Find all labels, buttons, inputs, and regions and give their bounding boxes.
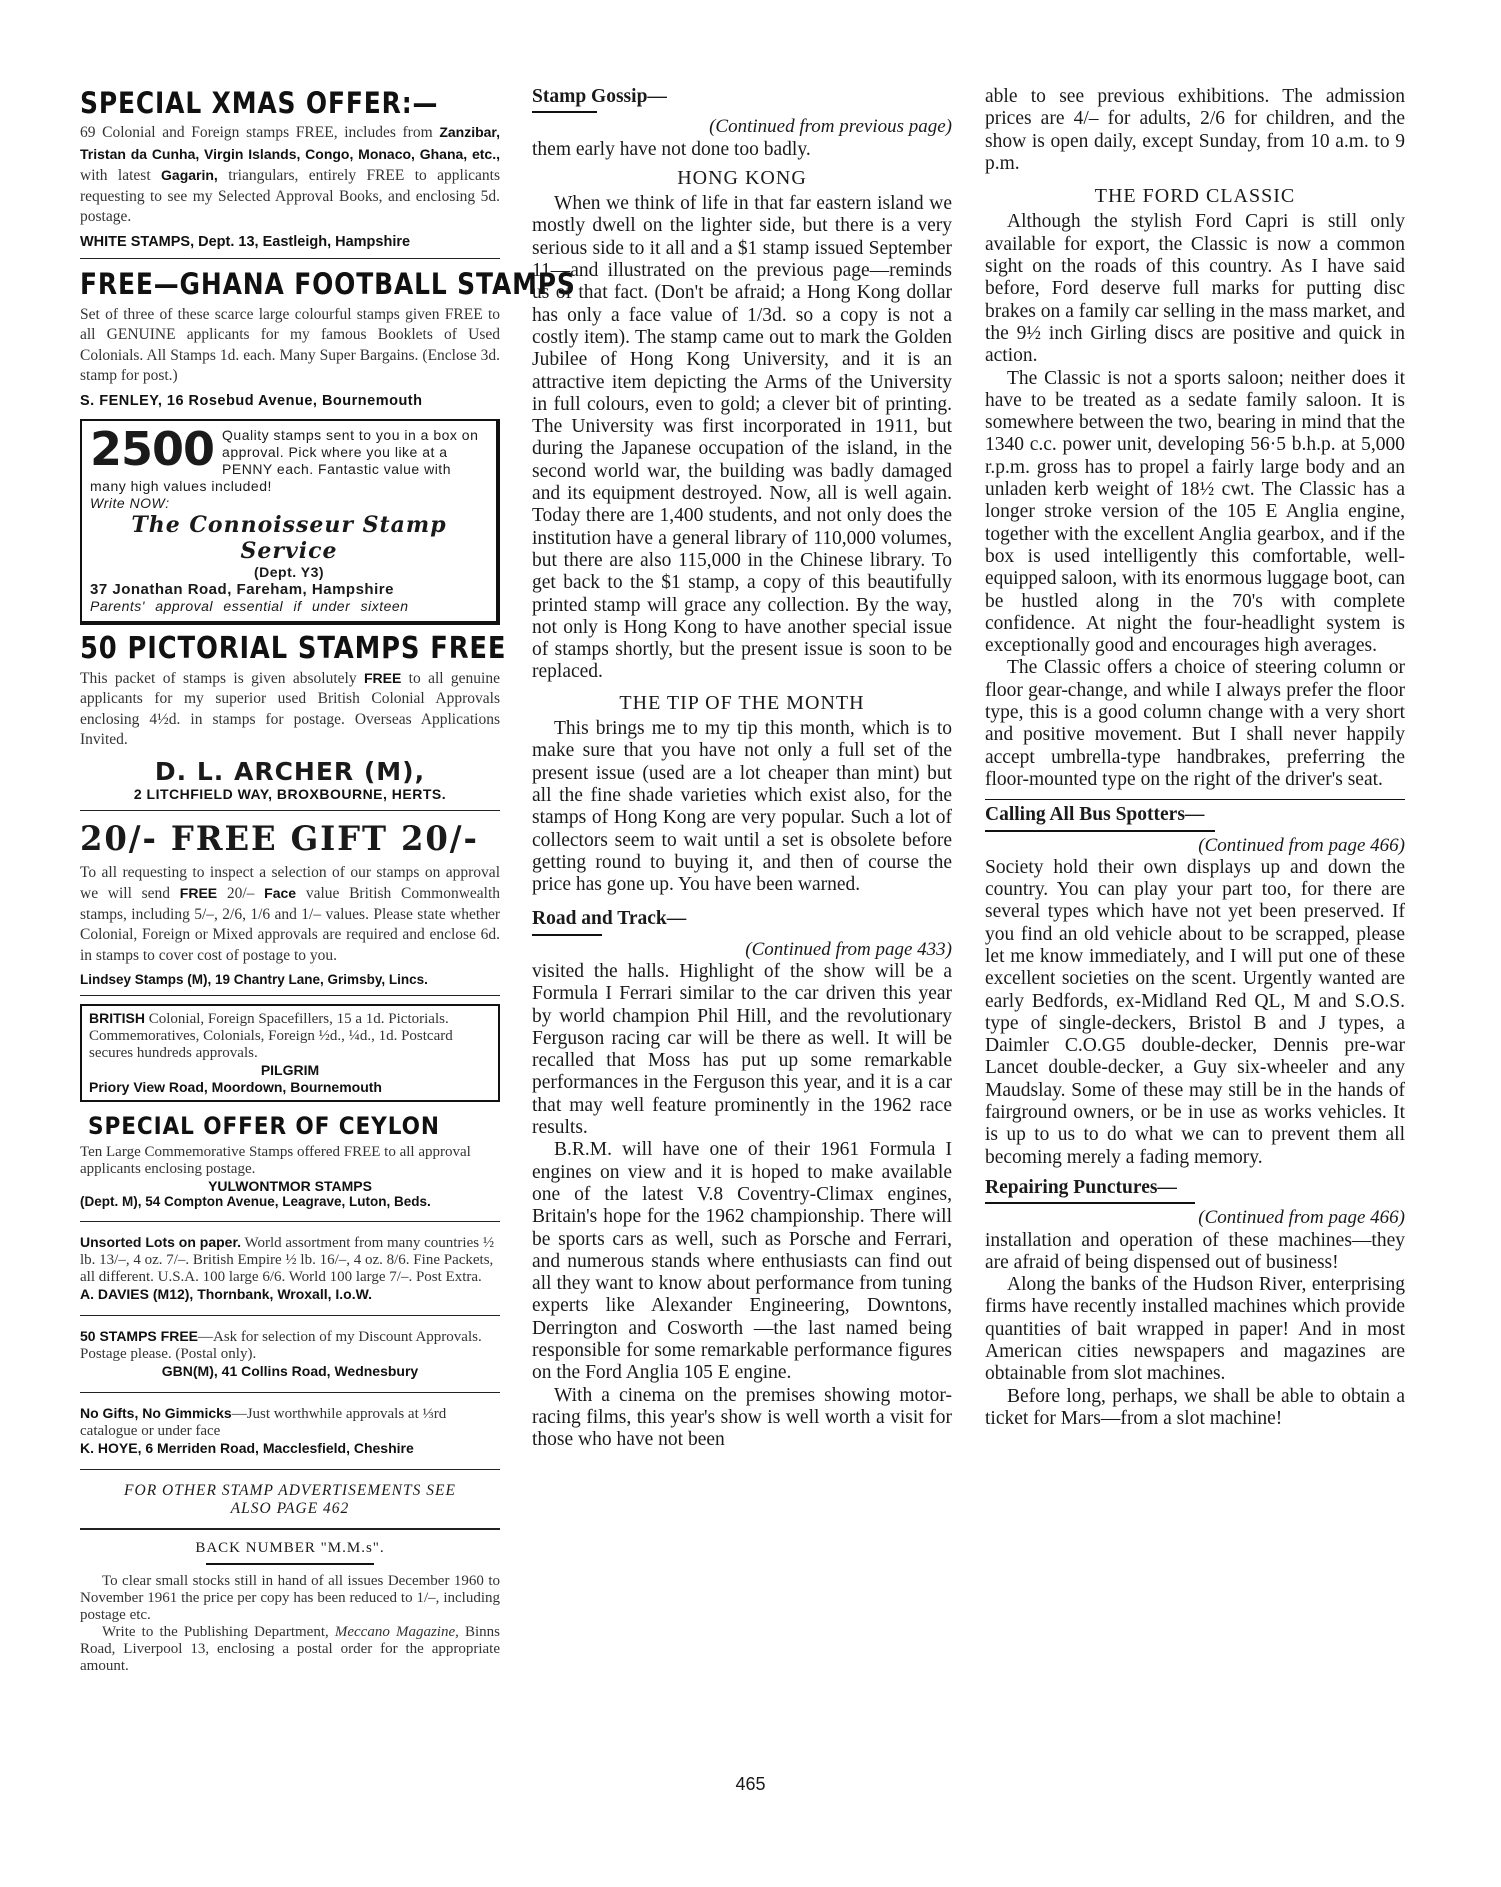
continued-note: (Continued from page 433) xyxy=(745,938,952,960)
paragraph: When we think of life in that far eastern island we mostly dwell on the lighter side, but there is a very serious side to it all and a $1 stamp issued September 11—and illustrated on the previous page—reminds us of that fact. (Don't be afraid; a Hong Kong dollar has only a face value of 1/3d. so a copy is not a costly item). The stamp came out to mark the Golden Jubilee of Hong Kong University, and it is an attractive item depicting the Arms of the University in full colours, even to gold; a clever bit of printing. The University was first incorporated in 1911, but during the Japanese occupation of the island, in the second world war, the building was badly damaged and its equipment destroyed. Now, all is well again. Today there are 1,400 students, and not only does the institution have a general library of 110,000 volumes, but there are also 115,000 in the Chinese library. To get back to the $1 stamp, a copy of this beautifully printed stamp will grace any collection. By the way, not only is Hong Kong to have another special issue of stamps shortly, but the present issue is soon to be replaced. xyxy=(532,193,952,683)
subheading: THE FORD CLASSIC xyxy=(1094,185,1296,208)
ad-number: 2500 xyxy=(90,421,215,476)
middle-column xyxy=(532,86,952,1452)
ad-address: (Dept. M), 54 Compton Avenue, Leagrave, Luton, Beds. xyxy=(80,1194,431,1209)
back-numbers-notice xyxy=(80,1540,500,1675)
ad-address: GBN(M), 41 Collins Road, Wednesbury xyxy=(161,1363,419,1379)
ad-address: 37 Jonathan Road, Fareham, Hampshire xyxy=(90,580,394,598)
section-heading: Repairing Punctures— xyxy=(985,1177,1195,1204)
ad-title: 50 PICTORIAL STAMPS FREE xyxy=(80,630,507,666)
page-number: 465 xyxy=(735,1774,766,1794)
ad-name: The Connoisseur Stamp Service xyxy=(131,511,447,564)
ad-title: FREE—GHANA FOOTBALL STAMPS xyxy=(80,266,576,301)
divider xyxy=(80,1469,500,1470)
ad-body: Ten Large Commemorative Stamps offered FREE to all approval applicants enclosing postage. xyxy=(80,1144,471,1177)
paragraph: The Classic offers a choice of steering column or floor gear-change, and while I always prefer the floor type, this is a good column change with a very short and positive movement. But I shall never happily accept umbrella-type handbrakes, preferring the floor-mounted type on the right of the driver's seat. xyxy=(985,657,1405,790)
ad-address: 2 LITCHFIELD WAY, BROXBOURNE, HERTS. xyxy=(133,785,447,802)
paragraph: Along the banks of the Hudson River, enterprising firms have recently installed machines which provide quantities of bait wrapped in paper! And in most American cities newspapers and magazines are obtainable from slot machines. xyxy=(985,1274,1405,1385)
divider xyxy=(80,1528,500,1530)
divider xyxy=(206,1563,374,1565)
paragraph: installation and operation of these machines—they are afraid of being dispensed out of business! xyxy=(985,1229,1405,1273)
xmas-offer-ad xyxy=(80,86,500,250)
connoisseur-ad xyxy=(80,419,500,625)
paragraph: Society hold their own displays up and down the country. You can play your part too, for there are several types which have not yet been preserved. If you find an old vehicle about to be scrapped, please let me know immediately, and I will put one of these excellent societies on the scent. Urgently wanted are early Bedfords, ex-Midland Red QL, M and S.O.S. type of single-deckers, Bristol B and J types, a Daimler C.O.G5 double-decker, Dennis pre-war Lancet double-decker, a Guy six-wheeler and any Maudslay. Some of these may still be in the hands of fairground owners, or be in use as works vehicles. It is up to us to do what we can to prevent them all becoming merely a fading memory. xyxy=(985,856,1405,1168)
paragraph: Although the stylish Ford Capri is still only available for export, the Classic is now a common sight on the roads of this country. As I have said before, Ford deserve full marks for putting disc brakes on a family car selling in the mass market, and the 9½ inch Girling discs are positive and quick in action. xyxy=(985,211,1405,367)
continued-note: (Continued from previous page) xyxy=(709,116,952,138)
pictorial-ad xyxy=(80,630,507,802)
paragraph: B.R.M. will have one of their 1961 Formula I engines on view and it is hoped to make available one of the latest V.8 Coventry-Climax engines, Britain's hope for the 1962 championship. There will be sports cars as well, such as Porsche and Ferrari, and numerous stands where enthusiasts can find out all they want to know about performance from tuning experts like Alexander Engineering, Downtons, Derrington and Cosworth —the last named being responsible for some remarkable performance figures on the Ford Anglia 105 E engine. xyxy=(532,1139,952,1384)
ad-body: Write NOW: xyxy=(90,494,170,511)
hoye-ad: No Gifts, No Gimmicks—Just worthwhile approvals at ⅓rd catalogue or under face K. HOYE, 6 Merriden Road, Macclesfield, Cheshire xyxy=(80,1405,500,1457)
ad-address: K. HOYE, 6 Merriden Road, Macclesfield, Cheshire xyxy=(80,1440,414,1456)
divider xyxy=(80,810,500,811)
divider xyxy=(80,1315,500,1316)
pilgrim-ad: BRITISH Colonial, Foreign Spacefillers, 15 a 1d. Pictorials. Commemoratives, Colonials, Foreign ½d., ¼d., 1d. Postcard secures hundreds approvals. PILGRIM Priory View Road, Moordown, Bournemouth xyxy=(80,1004,500,1102)
ad-note: Parents' approval essential if under sixteen xyxy=(90,597,409,614)
ad-address: A. DAVIES (M12), Thornbank, Wroxall, I.o.W. xyxy=(80,1286,372,1302)
paragraph: able to see previous exhibitions. The admission prices are 4/– for adults, 2/6 for children, and the show is open daily, except Sunday, from 10 a.m. to 9 p.m. xyxy=(985,86,1405,174)
notice-title: BACK NUMBER "M.M.s". xyxy=(195,1540,385,1556)
section-heading: Calling All Bus Spotters— xyxy=(985,804,1215,831)
subheading: HONG KONG xyxy=(677,166,807,189)
ad-address: Priory View Road, Moordown, Bournemouth xyxy=(89,1079,382,1095)
notice-body: Write to the Publishing Department, Meccano Magazine, Binns Road, Liverpool 13, enclosing a postal order for the appropriate amount. xyxy=(80,1624,501,1674)
divider xyxy=(80,1221,500,1222)
continued-note: (Continued from page 466) xyxy=(1198,1207,1405,1229)
divider xyxy=(80,1392,500,1393)
ad-body: Quality stamps sent to you in a box on approval. Pick where you like at a PENNY each. Fantastic value with many high values included! xyxy=(90,426,479,494)
right-column xyxy=(985,86,1405,1430)
ad-body: This packet of stamps is given absolutely FREE to all genuine applicants for my superior used British Colonial Approvals enclosing 4½d. in stamps for postage. Overseas Applications Invited. xyxy=(80,669,500,748)
continued-note: (Continued from page 466) xyxy=(1198,834,1405,856)
other-ads-note: FOR OTHER STAMP ADVERTISEMENTS SEE ALSO PAGE 462 xyxy=(124,1482,456,1517)
ad-name: D. L. ARCHER (M), xyxy=(154,756,426,786)
ad-name: PILGRIM xyxy=(260,1062,320,1078)
section-heading: Road and Track— xyxy=(532,908,602,935)
ad-title: SPECIAL OFFER OF CEYLON xyxy=(88,1112,440,1140)
ceylon-ad xyxy=(80,1112,500,1209)
ad-body: To all requesting to inspect a selection of our stamps on approval we will send FREE 20/– Face value British Commonwealth stamps, including 5/–, 2/6, 1/6 and 1/– values. Please state whether Colonial, Foreign or Mixed approvals are required and enclose 6d. in stamps to cover cost of postage to you. xyxy=(80,863,501,964)
divider xyxy=(985,799,1405,800)
ad-address: Lindsey Stamps (M), 19 Chantry Lane, Grimsby, Lincs. xyxy=(80,972,428,987)
divider xyxy=(80,258,500,259)
subheading: THE TIP OF THE MONTH xyxy=(619,691,865,714)
free-gift-ad xyxy=(80,819,500,988)
davies-ad: Unsorted Lots on paper. World assortment from many countries ½ lb. 13/–, 4 oz. 7/–. British Empire ½ lb. 16/–, 4 oz. 8/6. Fine Packets, all different. U.S.A. 100 large 6/6. World 100 large 7/–. Post Extra. A. DAVIES (M12), Thornbank, Wroxall, I.o.W. xyxy=(80,1234,500,1303)
ad-title: SPECIAL XMAS OFFER:— xyxy=(80,86,439,120)
ad-title: 20/- FREE GIFT 20/- xyxy=(80,818,479,859)
ad-dept: (Dept. Y3) xyxy=(253,563,325,580)
ad-body: 69 Colonial and Foreign stamps FREE, includes from Zanzibar, Tristan da Cunha, Virgin Islands, Congo, Monaco, Ghana, etc., with latest Gagarin, triangulars, entirely FREE to applicants requesting to see my Selected Approval Books, and enclosing 5d. postage. xyxy=(80,124,500,225)
ad-body: Set of three of these scarce large colourful stamps given FREE to all GENUINE applicants for my famous Booklets of Used Colonials. All Stamps 1d. each. Many Super Bargains. (Enclose 3d. stamp for post.) xyxy=(80,305,500,384)
advertisements-column xyxy=(80,86,576,1675)
ghana-ad xyxy=(80,266,576,409)
paragraph: The Classic is not a sports saloon; neither does it have to be treated as a sedate family saloon. It is somewhere between the two, bearing in mind that the 1340 c.c. power unit, developing 56·5 b.h.p. at 5,000 r.p.m. gross has to propel a fairly large body and an unladen kerb weight of 18½ cwt. The Classic has a longer stroke version of the 105 E Anglia engine, together with the excellent Anglia gearbox, and if the box is used intelligently this comfortable, well-equipped saloon, with its enormous luggage boot, can be hustled along in the 70's with complete confidence. At night the four-headlight system is exceptionally good and encourages high averages. xyxy=(985,367,1405,657)
paragraph: This brings me to my tip this month, which is to make sure that you have not only a full set of the present issue (used are a lot cheaper than mint) but all the fine shade varieties which exist also, for the stamps of Hong Kong are very popular. Such a lot of collectors seem to wait until a set is obsolete before getting round to buying it, and then of course the price has gone up. You have been warned. xyxy=(532,718,952,896)
ad-address: S. FENLEY, 16 Rosebud Avenue, Bournemouth xyxy=(80,392,423,409)
divider xyxy=(80,995,500,996)
section-heading: Stamp Gossip— xyxy=(532,86,597,113)
notice-body: To clear small stocks still in hand of all issues December 1960 to November 1961 the price per copy has been reduced to 1/–, including postage etc. xyxy=(80,1573,500,1623)
paragraph: Before long, perhaps, we shall be able to obtain a ticket for Mars—from a slot machine! xyxy=(985,1385,1405,1429)
ad-name: YULWONTMOR STAMPS xyxy=(208,1178,372,1194)
ad-address: WHITE STAMPS, Dept. 13, Eastleigh, Hampshire xyxy=(80,233,411,250)
paragraph: With a cinema on the premises showing motor-racing films, this year's show is well worth a visit for those who have not been xyxy=(532,1384,952,1451)
gbn-ad: 50 STAMPS FREE—Ask for selection of my Discount Approvals. Postage please. (Postal only). GBN(M), 41 Collins Road, Wednesbury xyxy=(80,1328,500,1380)
paragraph: visited the halls. Highlight of the show will be a Formula I Ferrari similar to the car driven this year by world champion Phil Hill, and the revolutionary Ferguson racing car will be there as well. It will be recalled that Moss has put up some remarkable performances in the Ferguson this year, and it is a car that may well feature prominently in the 1962 race results. xyxy=(532,960,952,1139)
paragraph: them early have not done too badly. xyxy=(532,138,811,160)
